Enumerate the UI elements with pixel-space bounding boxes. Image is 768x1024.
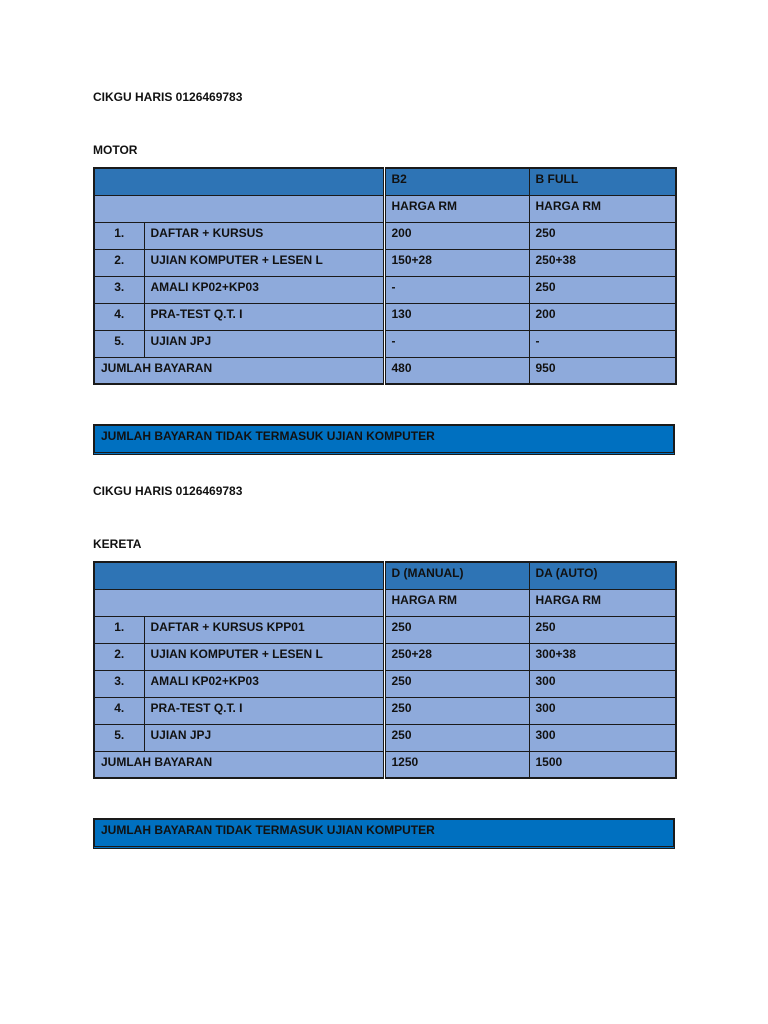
row-price: 300 (529, 697, 676, 724)
table-row (94, 303, 676, 330)
row-price: 200 (384, 222, 529, 249)
table-header-row (94, 562, 676, 589)
price-table-motor (93, 167, 677, 385)
table-row (94, 616, 676, 643)
price-header-cell: HARGA RM (384, 589, 529, 616)
total-row (94, 751, 676, 778)
table-row (94, 670, 676, 697)
header-blank-cell (94, 562, 384, 589)
row-price: 130 (384, 303, 529, 330)
row-item: PRA-TEST Q.T. I (144, 697, 384, 724)
row-number: 4. (94, 697, 144, 724)
column-header: DA (AUTO) (529, 562, 676, 589)
table-row (94, 249, 676, 276)
category-heading-kereta: KERETA (93, 537, 142, 551)
total-row (94, 357, 676, 384)
row-price: 150+28 (384, 249, 529, 276)
row-number: 3. (94, 670, 144, 697)
row-item: DAFTAR + KURSUS KPP01 (144, 616, 384, 643)
price-header-row (94, 589, 676, 616)
table-row (94, 697, 676, 724)
row-item: DAFTAR + KURSUS (144, 222, 384, 249)
column-header: B FULL (529, 168, 676, 195)
row-number: 5. (94, 724, 144, 751)
table-header-row (94, 168, 676, 195)
header-blank-cell (94, 168, 384, 195)
row-price: 250 (529, 276, 676, 303)
price-header-row (94, 195, 676, 222)
table-row (94, 276, 676, 303)
row-price: 250 (384, 724, 529, 751)
row-number: 1. (94, 222, 144, 249)
row-item: AMALI KP02+KP03 (144, 670, 384, 697)
row-price: 200 (529, 303, 676, 330)
row-number: 2. (94, 643, 144, 670)
table-row (94, 643, 676, 670)
table-row (94, 724, 676, 751)
row-price: 300+38 (529, 643, 676, 670)
contact-heading: CIKGU HARIS 0126469783 (93, 484, 243, 498)
row-number: 4. (94, 303, 144, 330)
note-box-motor: JUMLAH BAYARAN TIDAK TERMASUK UJIAN KOMPUTER (93, 424, 675, 455)
category-heading-motor: MOTOR (93, 143, 138, 157)
price-table-kereta (93, 561, 677, 779)
row-price: 250+38 (529, 249, 676, 276)
row-price: 250+28 (384, 643, 529, 670)
table-row (94, 330, 676, 357)
row-item: UJIAN JPJ (144, 330, 384, 357)
row-price: - (384, 330, 529, 357)
row-number: 5. (94, 330, 144, 357)
row-price: - (384, 276, 529, 303)
row-price: 250 (529, 222, 676, 249)
row-item: UJIAN KOMPUTER + LESEN L (144, 249, 384, 276)
row-price: 300 (529, 670, 676, 697)
total-label: JUMLAH BAYARAN (94, 357, 384, 384)
total-label: JUMLAH BAYARAN (94, 751, 384, 778)
row-number: 3. (94, 276, 144, 303)
header-blank-cell (94, 589, 384, 616)
total-value: 480 (384, 357, 529, 384)
total-value: 1500 (529, 751, 676, 778)
table-row (94, 222, 676, 249)
note-box-kereta: JUMLAH BAYARAN TIDAK TERMASUK UJIAN KOMPUTER (93, 818, 675, 849)
row-price: 250 (384, 697, 529, 724)
row-item: UJIAN KOMPUTER + LESEN L (144, 643, 384, 670)
row-price: - (529, 330, 676, 357)
row-price: 250 (384, 616, 529, 643)
row-price: 250 (384, 670, 529, 697)
row-item: AMALI KP02+KP03 (144, 276, 384, 303)
row-price: 250 (529, 616, 676, 643)
price-header-cell: HARGA RM (384, 195, 529, 222)
header-blank-cell (94, 195, 384, 222)
price-header-cell: HARGA RM (529, 589, 676, 616)
total-value: 1250 (384, 751, 529, 778)
row-number: 1. (94, 616, 144, 643)
price-header-cell: HARGA RM (529, 195, 676, 222)
row-item: PRA-TEST Q.T. I (144, 303, 384, 330)
total-value: 950 (529, 357, 676, 384)
column-header: D (MANUAL) (384, 562, 529, 589)
contact-heading: CIKGU HARIS 0126469783 (93, 90, 243, 104)
row-price: 300 (529, 724, 676, 751)
column-header: B2 (384, 168, 529, 195)
row-number: 2. (94, 249, 144, 276)
row-item: UJIAN JPJ (144, 724, 384, 751)
